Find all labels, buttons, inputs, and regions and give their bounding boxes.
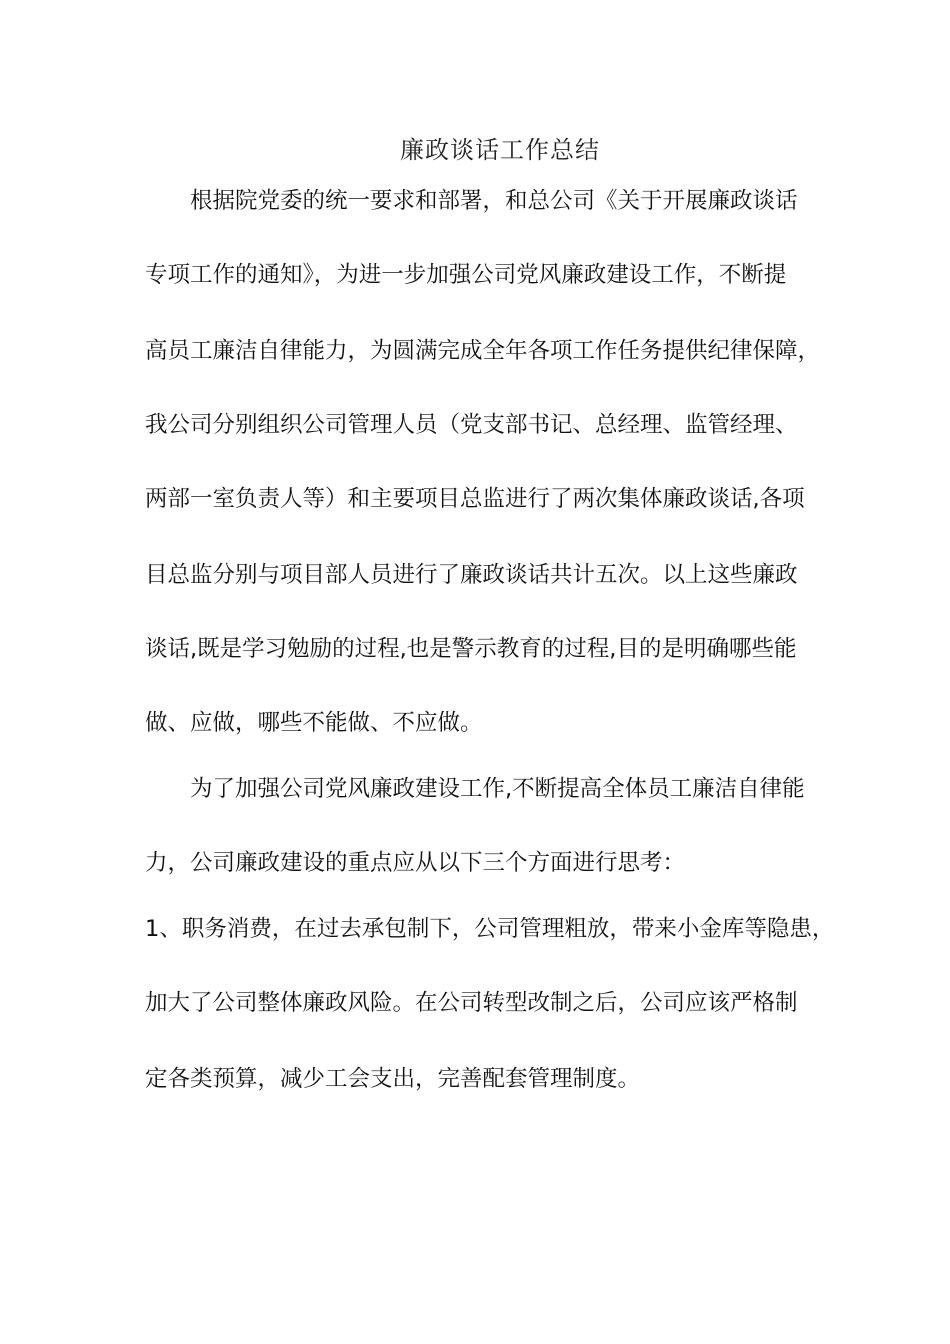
paragraph-1-line-3: 高员工廉洁自律能力，为圆满完成全年各项工作任务提供纪律保障，: [145, 338, 821, 364]
paragraph-1-line-8: 做、应做，哪些不能做、不应做。: [145, 710, 483, 736]
list-item-1-line-3: 定各类预算，减少工会支出，完善配套管理制度。: [145, 1066, 641, 1092]
list-item-1-line-1: 1、职务消费，在过去承包制下，公司管理粗放，带来小金库等隐患，: [145, 916, 835, 942]
paragraph-2-line-2: 力，公司廉政建设的重点应从以下三个方面进行思考：: [145, 850, 686, 876]
paragraph-2-line-1: 为了加强公司党风廉政建设工作,不断提高全体员工廉洁自律能: [190, 776, 805, 802]
paragraph-1-line-5: 两部一室负责人等）和主要项目总监进行了两次集体廉政谈话,各项: [145, 486, 805, 512]
list-item-1-line-2: 加大了公司整体廉政风险。在公司转型改制之后，公司应该严格制: [145, 990, 798, 1016]
paragraph-1-line-1: 根据院党委的统一要求和部署，和总公司《关于开展廉政谈话: [190, 188, 798, 214]
paragraph-1-line-2: 专项工作的通知》，为进一步加强公司党风廉政建设工作，不断提: [145, 262, 787, 288]
paragraph-1-line-7: 谈话,既是学习勉励的过程,也是警示教育的过程,目的是明确哪些能: [145, 636, 797, 662]
paragraph-1-line-6: 目总监分别与项目部人员进行了廉政谈话共计五次。以上这些廉政: [145, 562, 798, 588]
document-title: 廉政谈话工作总结: [400, 136, 600, 164]
paragraph-1-line-4: 我公司分别组织公司管理人员（党支部书记、总经理、监管经理、: [145, 412, 798, 438]
